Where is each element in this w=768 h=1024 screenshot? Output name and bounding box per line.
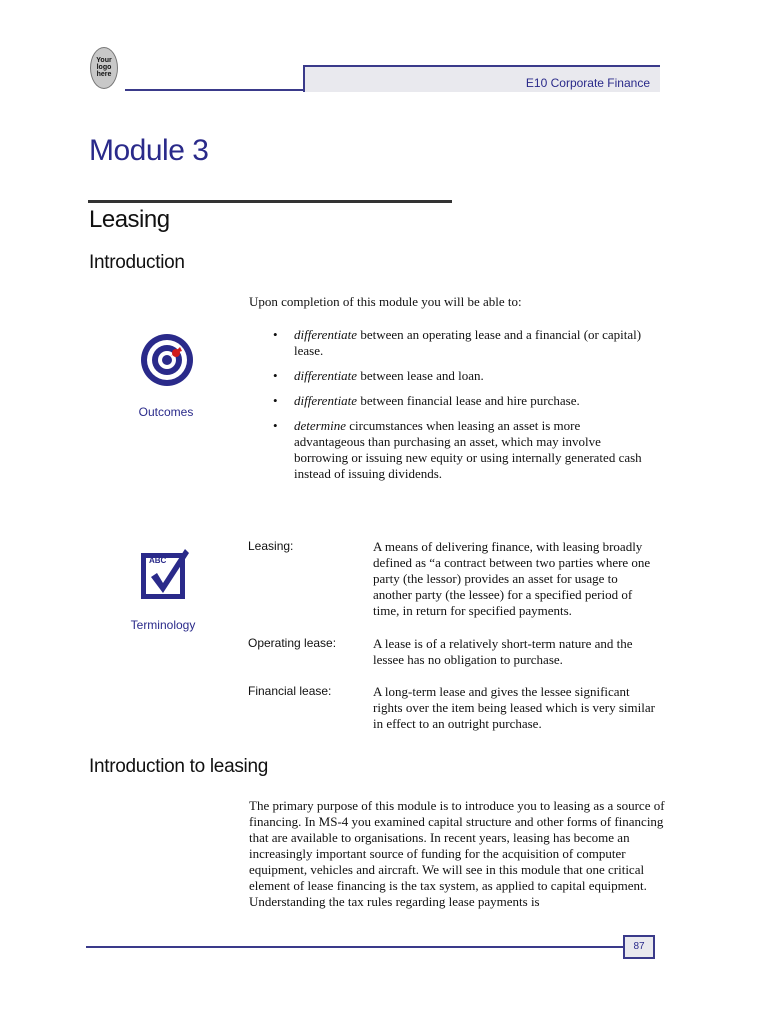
module-title: Module 3 (89, 134, 209, 167)
abc-checkbox-icon (139, 547, 193, 601)
section-title: Leasing (89, 206, 170, 233)
intro-to-leasing-heading: Introduction to leasing (89, 756, 268, 777)
term-definition: A long-term lease and gives the lessee significant rights over the item being leased which is very similar in effect to an outright purchase. (373, 684, 655, 731)
footer-rule (86, 946, 624, 948)
header-tab (303, 65, 660, 92)
term-name: Financial lease: (248, 684, 332, 698)
term-definition: A means of delivering finance, with leasing broadly defined as “a contract between two parties where one party (the lessor) provides an asset for usage to another party (the lessee) for a specified period of time, in return for specified payments. (373, 539, 651, 618)
introduction-heading: Introduction (89, 252, 185, 273)
list-item: • determine circumstances when leasing an asset is more advantageous than purchasing an asset, which may involve borrowing or issuing new equity or using internally generated cash instead of issuing dividends. (273, 418, 642, 481)
term-definition: A lease is of a relatively short-term nature and the lessee has no obligation to purchase. (373, 636, 633, 667)
outcomes-list (249, 327, 649, 491)
module-title-rule (88, 200, 452, 203)
course-title: E10 Corporate Finance (525, 76, 650, 90)
list-item: • differentiate between lease and loan. (273, 368, 484, 383)
target-icon (140, 333, 194, 387)
outcomes-label: Outcomes (138, 405, 194, 419)
logo-text: Your logo here (96, 57, 112, 78)
page-number: 87 (623, 935, 655, 959)
abc-icon-text: ABC (149, 556, 167, 565)
terminology-label: Terminology (130, 618, 196, 632)
term-name: Operating lease: (248, 636, 337, 650)
list-item: • differentiate between financial lease and hire purchase. (273, 393, 580, 408)
introduction-lead: Upon completion of this module you will be able to: (249, 294, 522, 309)
intro-to-leasing-paragraph: The primary purpose of this module is to introduce you to leasing as a source of financing. In MS-4 you examined capital structure and other forms of financing that are available to organisations. In recent years, leasing has become an increasingly important source of funding for the acquisition of computer equipment, vehicles and aircraft. We will see in this module that one critical element of lease financing is the tax system, as applied to capital equipment. Understanding the tax rules regarding lease payments is (249, 798, 665, 909)
logo (90, 47, 118, 89)
header-rule (125, 89, 305, 91)
list-item: • differentiate between an operating lease and a financial (or capital) lease. (273, 327, 642, 358)
term-name: Leasing: (248, 539, 294, 553)
